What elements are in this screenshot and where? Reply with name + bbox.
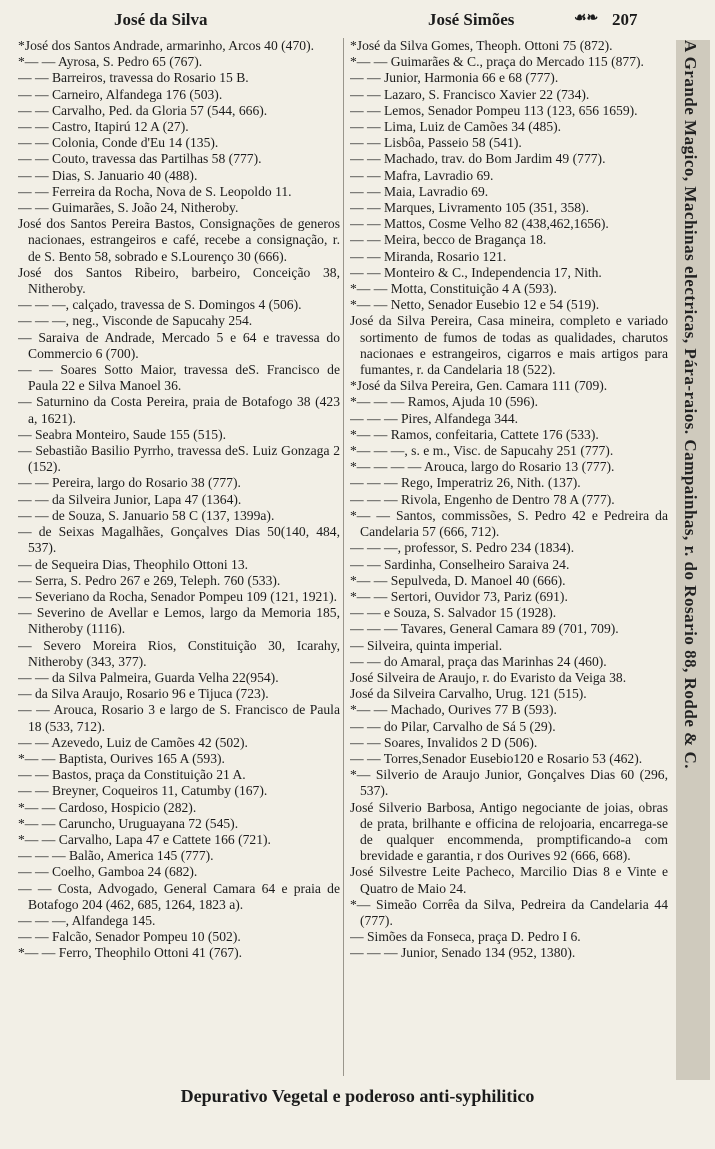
entry: *— Silverio de Araujo Junior, Gonçalves Dias 60 (296, 537). (350, 767, 668, 799)
entry: — — Torres,Senador Eusebio120 e Rosario 53 (462). (350, 750, 643, 766)
advert-entry: José dos Santos Pereira Bastos, Consignações de generos nacionaes, estrangeiros e café, recebe a consignação, r. de S. Bento 58, sobrado e S.Lourenço 30 (666). (18, 216, 340, 264)
entry: — — Barreiros, travessa do Rosario 15 B. (18, 70, 249, 86)
entry: — — —, professor, S. Pedro 234 (1834). (350, 540, 575, 556)
entry: — — — Junior, Senado 134 (952, 1380). (350, 945, 576, 961)
advert-entry: José da Silva Pereira, Casa mineira, completo e variado sortimento de fumos de todas as qualidades, charutos nacionaes e estrangeiros, cigarros e mais artigos para fumantes, r. da Candelaria 18 (522). (350, 313, 668, 378)
page-number: 207 (612, 10, 638, 29)
entry: *José da Silva Gomes, Theoph. Ottoni 75 (872). (350, 38, 613, 53)
entry: — — Pereira, largo do Rosario 38 (777). (18, 475, 241, 491)
entry: — Severino de Avellar e Lemos, largo da Memoria 185, Nitheroby (1116). (18, 605, 340, 637)
advert-entry: José Silverio Barbosa, Antigo negociante de joias, obras de prata, brilhante e officina de relojoaria, encarrega-se de qualquer encommenda, promptificando-a com brevidade e garantia, r dos Ourives 92 (666, 668). (350, 799, 668, 864)
entry: — — de Souza, S. Januario 58 C (137, 1399a). (18, 507, 275, 523)
entry: *— — Guimarães & C., praça do Mercado 115 (877). (350, 54, 644, 70)
entry: *— — Machado, Ourives 77 B (593). (350, 702, 557, 718)
entry: — — — Balão, America 145 (777). (18, 848, 214, 864)
entry: *— — Baptista, Ourives 165 A (593). (18, 750, 225, 766)
entry: — de Sequeira Dias, Theophilo Ottoni 13. (18, 556, 249, 572)
header-ornament-icon: ☙❧ (574, 11, 599, 26)
entry: — — Coelho, Gamboa 24 (682). (18, 864, 198, 880)
entry: — — Dias, S. Januario 40 (488). (18, 167, 198, 183)
entry: *— — Ferro, Theophilo Ottoni 41 (767). (18, 945, 243, 961)
entry: *— — Ramos, confeitaria, Cattete 176 (533). (350, 426, 599, 442)
header-right-name: José Simões (428, 10, 515, 29)
entry: — — Miranda, Rosario 121. (350, 248, 507, 264)
entry: — — Maia, Lavradio 69. (350, 183, 489, 199)
entry: — — Guimarães, S. João 24, Nitheroby. (18, 200, 239, 216)
page-header (14, 4, 662, 34)
side-advert-text: A Grande Magico, Machinas electricas, Pára-raios. Campainhas, r. do Rosario 88, Rodde & C. (681, 40, 700, 770)
entry: — — Lazaro, S. Francisco Xavier 22 (734). (350, 86, 590, 102)
entry: — Sebastião Basilio Pyrrho, travessa deS. Luiz Gonzaga 2 (152). (18, 443, 340, 475)
entry: — — —, calçado, travessa de S. Domingos 4 (506). (18, 297, 302, 313)
entry: — — e Souza, S. Salvador 15 (1928). (350, 605, 557, 621)
entry: — — Junior, Harmonia 66 e 68 (777). (350, 70, 559, 86)
entry: *— — Sepulveda, D. Manoel 40 (666). (350, 572, 566, 588)
entry: — — Arouca, Rosario 3 e largo de S. Francisco de Paula 18 (533, 712). (18, 702, 340, 734)
header-left-name: José da Silva (114, 10, 208, 29)
entry: — — Sardinha, Conselheiro Saraiva 24. (350, 556, 570, 572)
entry: — Severo Moreira Rios, Constituição 30, Icarahy, Nitheroby (343, 377). (18, 637, 340, 669)
entry: *— — Santos, commissões, S. Pedro 42 e Pedreira da Candelaria 57 (666, 712). (350, 507, 668, 540)
column-divider (343, 38, 344, 1076)
entry: — — Colonia, Conde d'Eu 14 (135). (18, 135, 219, 151)
right-column (350, 38, 668, 1078)
entry: — Saturnino da Costa Pereira, praia de Botafogo 38 (423 a, 1621). (18, 394, 340, 426)
entry: José dos Santos Ribeiro, barbeiro, Conceição 38, Nitheroby. (18, 264, 340, 297)
entry: — — da Silva Palmeira, Guarda Velha 22(954). (18, 669, 279, 685)
entry: — de Seixas Magalhães, Gonçalves Dias 50(140, 484, 537). (18, 524, 340, 556)
entry: — — —, Alfandega 145. (18, 912, 156, 928)
entry: *— — — Ramos, Ajuda 10 (596). (350, 394, 539, 410)
entry: — — Castro, Itapirú 12 A (27). (18, 119, 189, 135)
entry: *José dos Santos Andrade, armarinho, Arcos 40 (470). (18, 38, 314, 53)
entry: *José da Silva Pereira, Gen. Camara 111 (709). (350, 378, 608, 394)
entry: José da Silveira Carvalho, Urug. 121 (515). (350, 686, 587, 702)
entry: *— — Motta, Constituição 4 A (593). (350, 281, 557, 297)
entry: — — Bastos, praça da Constituição 21 A. (18, 767, 246, 783)
entry: — — Carneiro, Alfandega 176 (503). (18, 86, 223, 102)
entry: — — Couto, travessa das Partilhas 58 (777). (18, 151, 262, 167)
entry: *— — Cardoso, Hospicio (282). (18, 799, 197, 815)
footer-advert: Depurativo Vegetal e poderoso anti-syphilitico (180, 1086, 535, 1106)
entry: *— Simeão Corrêa da Silva, Pedreira da Candelaria 44 (777). (350, 896, 668, 928)
entry: — — da Silveira Junior, Lapa 47 (1364). (18, 491, 242, 507)
entry: *— — —, s. e m., Visc. de Sapucahy 251 (777). (350, 443, 614, 459)
entry: — — do Pilar, Carvalho de Sá 5 (29). (350, 718, 556, 734)
entry: — Severiano da Rocha, Senador Pompeu 109 (121, 1921). (18, 588, 338, 604)
entry: — — Falcão, Senador Pompeu 10 (502). (18, 929, 241, 945)
entry: — — Mattos, Cosme Velho 82 (438,462,1656). (350, 216, 609, 232)
entry: — — Carvalho, Ped. da Gloria 57 (544, 666). (18, 102, 268, 118)
entry: — — Marques, Livramento 105 (351, 358). (350, 200, 589, 216)
entry: — — —, neg., Visconde de Sapucahy 254. (18, 313, 253, 329)
entry: — da Silva Araujo, Rosario 96 e Tijuca (723). (18, 686, 269, 702)
entry: *— — Caruncho, Uruguayana 72 (545). (18, 815, 239, 831)
entry: — Silveira, quinta imperial. (350, 637, 503, 653)
entry: — — Lemos, Senador Pompeu 113 (123, 656 1659). (350, 102, 638, 118)
entry: — — Lima, Luiz de Camões 34 (485). (350, 119, 562, 135)
entry: *— — Sertori, Ouvidor 73, Pariz (691). (350, 588, 568, 604)
entry: — — Mafra, Lavradio 69. (350, 167, 494, 183)
entry: — — Meira, becco de Bragança 18. (350, 232, 547, 248)
entry: — — — Pires, Alfandega 344. (350, 410, 519, 426)
entry: — Saraiva de Andrade, Mercado 5 e 64 e travessa do Commercio 6 (700). (18, 329, 340, 361)
entry: — — Soares, Invalidos 2 D (506). (350, 734, 538, 750)
entry: — — Costa, Advogado, General Camara 64 e praia de Botafogo 204 (462, 685, 1264, 1823 a). (18, 880, 340, 912)
entry: *— — Carvalho, Lapa 47 e Cattete 166 (721). (18, 831, 271, 847)
entry: — — Breyner, Coqueiros 11, Catumby (167). (18, 783, 268, 799)
entry: — — Machado, trav. do Bom Jardim 49 (777). (350, 151, 606, 167)
entry: — — — Rego, Imperatriz 26, Nith. (137). (350, 475, 581, 491)
entry: — — Soares Sotto Maior, travessa deS. Francisco de Paula 22 e Silva Manoel 36. (18, 362, 340, 394)
entry: *— — Ayrosa, S. Pedro 65 (767). (18, 54, 203, 70)
entry: — Seabra Monteiro, Saude 155 (515). (18, 426, 227, 442)
entry: José Silvestre Leite Pacheco, Marcilio Dias 8 e Vinte e Quatro de Maio 24. (350, 864, 668, 896)
entry: — Serra, S. Pedro 267 e 269, Teleph. 760 (533). (18, 572, 281, 588)
entry: José Silveira de Araujo, r. do Evaristo da Veiga 38. (350, 669, 627, 685)
entry: — — Monteiro & C., Independencia 17, Nith. (350, 264, 602, 280)
entry: *— — — — Arouca, largo do Rosario 13 (777). (350, 459, 615, 475)
entry: — — — Tavares, General Camara 89 (701, 709). (350, 621, 619, 637)
entry: — — Ferreira da Rocha, Nova de S. Leopoldo 11. (18, 183, 292, 199)
left-column (18, 38, 340, 1078)
entry: — — do Amaral, praça das Marinhas 24 (460). (350, 653, 607, 669)
entry: — Simões da Fonseca, praça D. Pedro I 6. (350, 929, 581, 945)
entry: *— — Netto, Senador Eusebio 12 e 54 (519). (350, 297, 600, 313)
entry: — — Azevedo, Luiz de Camões 42 (502). (18, 734, 248, 750)
entry: — — Lisbôa, Passeio 58 (541). (350, 135, 522, 151)
entry: — — — Rivola, Engenho de Dentro 78 A (777). (350, 491, 615, 507)
